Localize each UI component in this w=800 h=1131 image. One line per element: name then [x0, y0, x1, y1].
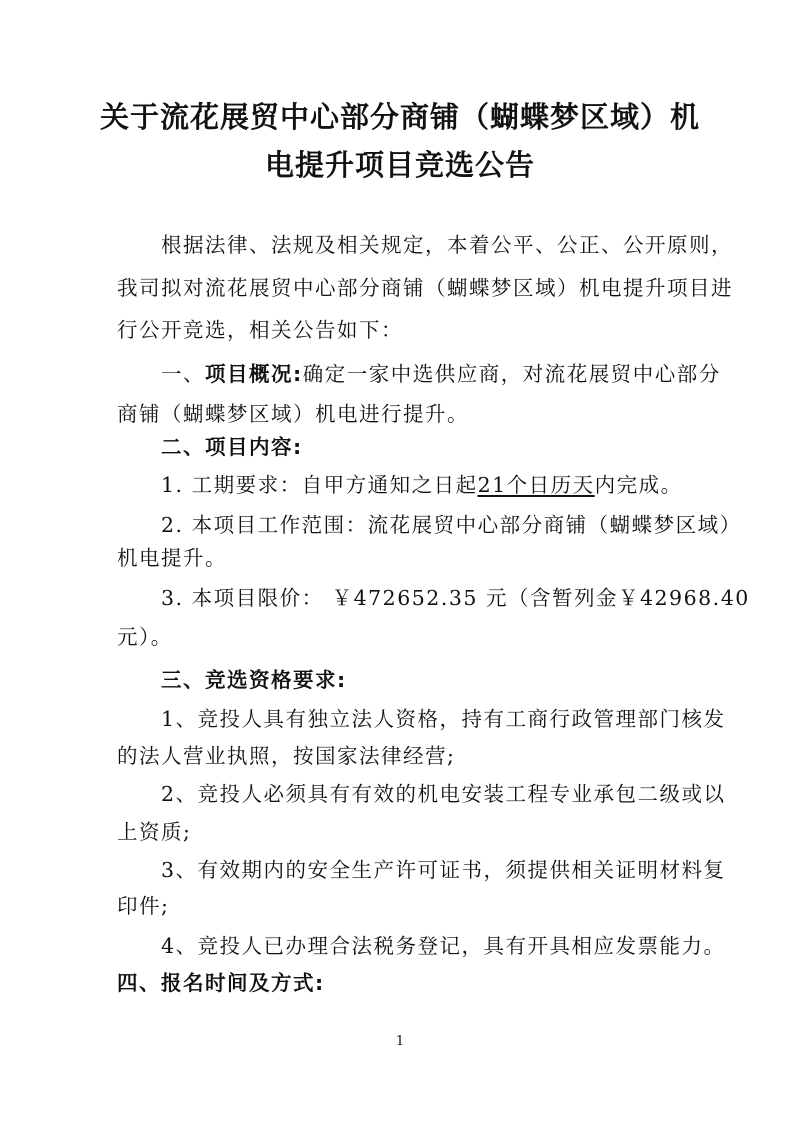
section-3-item-4-line-1: 4、竞投人已办理合法税务登记，具有开具相应发票能力。	[161, 934, 726, 958]
section-1-prefix: 一、	[161, 362, 205, 386]
intro-line-3: 行公开竞选，相关公告如下：	[117, 318, 403, 342]
section-1-line-1	[161, 357, 721, 387]
section-2-item-2-line-2: 机电提升。	[117, 546, 227, 570]
section-2-item-1	[161, 468, 683, 498]
section-3-item-3-line-2: 印件;	[117, 894, 170, 918]
section-3-item-2-line-1: 2、竞投人必须具有有效的机电安装工程专业承包二级或以	[161, 782, 726, 806]
section-2-item-1-duration: 21个日历天	[477, 473, 595, 497]
section-1-line-2: 商铺（蝴蝶梦区域）机电进行提升。	[117, 402, 469, 426]
intro-line-2: 我司拟对流花展贸中心部分商铺（蝴蝶梦区域）机电提升项目进	[117, 276, 733, 300]
section-3-item-1-line-2: 的法人营业执照，按国家法律经营;	[117, 744, 456, 768]
document-title-line-1: 关于流花展贸中心部分商铺（蝴蝶梦区域）机	[99, 100, 700, 134]
section-1-text-1: 确定一家中选供应商，对流花展贸中心部分	[302, 362, 721, 386]
section-2-heading: 二、项目内容:	[161, 435, 303, 459]
section-3-item-3-line-1: 3、有效期内的安全生产许可证书，须提供相关证明材料复	[161, 858, 726, 882]
section-3-item-2-line-2: 上资质;	[117, 820, 192, 844]
section-2-item-3-line-1: 3. 本项目限价： ￥472652.35 元（含暂列金￥42968.40	[161, 586, 750, 610]
section-3-item-1-line-1: 1、竞投人具有独立法人资格，持有工商行政管理部门核发	[161, 707, 726, 731]
section-2-item-1-prefix: 1. 工期要求：自甲方通知之日起	[161, 473, 478, 497]
section-2-item-1-suffix: 内完成。	[594, 473, 683, 497]
section-1-heading: 项目概况:	[205, 362, 303, 386]
page-number: 1	[395, 1034, 405, 1049]
section-2-item-2-line-1: 2. 本项目工作范围：流花展贸中心部分商铺（蝴蝶梦区域）	[161, 513, 742, 537]
document-title-line-2: 电提升项目竞选公告	[264, 148, 535, 182]
section-3-heading: 三、竞选资格要求:	[161, 668, 347, 692]
section-2-item-3-line-2: 元）。	[117, 625, 173, 649]
intro-line-1: 根据法律、法规及相关规定，本着公平、公正、公开原则，	[161, 233, 733, 257]
section-4-heading: 四、报名时间及方式:	[117, 971, 325, 995]
